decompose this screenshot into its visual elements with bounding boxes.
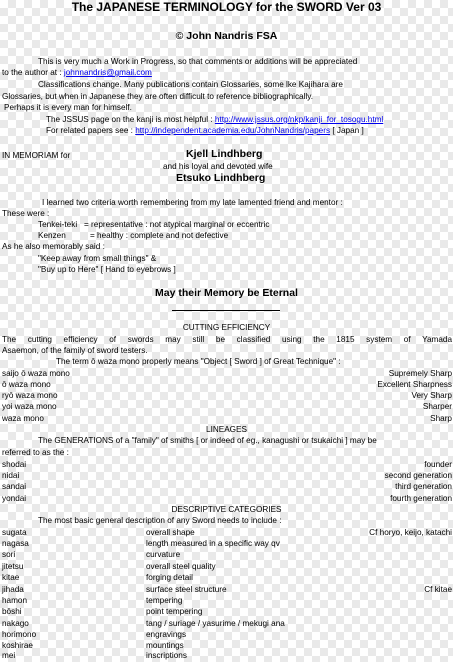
intro-line-2-prefix: to the author at :: [2, 68, 62, 77]
criterion-1-term: Tenkei-teki: [38, 220, 78, 229]
desc-term: jihada: [2, 585, 24, 594]
memoriam-name-1: Kjell Lindhberg: [186, 148, 263, 160]
desc-meaning: tempering: [146, 596, 183, 605]
desc-meaning: inscriptions: [146, 651, 187, 660]
papers-prefix: For related papers see :: [46, 126, 133, 135]
lineage-meaning: fourth generation: [390, 494, 452, 503]
criterion-2-term: Kenzen: [38, 231, 66, 240]
intro-line-2: [2, 68, 152, 78]
intro-line-5: Perhaps it is every man for himself.: [4, 103, 132, 112]
jssus-link[interactable]: http://www.jssus.org/nkp/kanji_for_tosogu.html: [214, 115, 384, 124]
lineage-term: sandai: [2, 482, 27, 491]
desc-term: nagasa: [2, 539, 29, 548]
cutting-term: waza mono: [2, 414, 44, 423]
criteria-intro: I learned two criteria worth remembering from my late lamented friend and mentor :: [42, 198, 343, 207]
desc-meaning: engravings: [146, 630, 187, 639]
lineages-para-2: referred to as the :: [2, 448, 69, 457]
desc-meaning: point tempering: [146, 607, 203, 616]
papers-suffix: [ Japan ]: [332, 126, 364, 135]
desc-meaning: tang / suriage / yasurime / mekugi ana: [146, 619, 285, 628]
cutting-meaning: Supremely Sharp: [388, 369, 452, 378]
section-divider: [172, 310, 280, 311]
cutting-term: ō waza mono: [2, 380, 51, 389]
memoriam-label: IN MEMORIAM for: [2, 151, 71, 160]
also-said: As he also memorably said :: [2, 242, 105, 251]
desc-meaning: forging detail: [146, 573, 193, 582]
memoriam-name-2: Etsuko Lindhberg: [176, 172, 266, 184]
quote-2: "Buy up to Here" [ Hand to eyebrows ]: [38, 265, 176, 274]
lineage-meaning: founder: [424, 460, 452, 469]
memoriam-connector: and his loyal and devoted wife: [163, 162, 273, 171]
desc-term: bōshi: [2, 607, 22, 616]
cutting-heading: CUTTING EFFICIENCY: [182, 323, 271, 332]
desc-term: horimono: [2, 630, 37, 639]
author-line: © John Nandris FSA: [175, 30, 278, 42]
cutting-meaning: Sharp: [430, 414, 452, 423]
descriptive-para: The most basic general description of any Sword needs to include :: [38, 516, 282, 525]
criterion-2-def: = healthy : complete and not defective: [90, 231, 229, 240]
author-email-link[interactable]: johnnandris@gmail.com: [63, 68, 152, 77]
intro-line-4: Glossaries, but when in Japanese they are often difficult to reference bibliographically.: [2, 92, 313, 101]
desc-term: jitetsu: [2, 562, 24, 571]
lineages-heading: LINEAGES: [206, 425, 247, 434]
quote-1: "Keep away from small things" &: [38, 254, 157, 263]
papers-line: [46, 126, 364, 136]
lineages-para-1: The GENERATIONS of a "family" of smiths [ or indeed of eg., kanagushi or tsukaichi ] may be: [38, 436, 377, 445]
intro-line-3: Classifications change. Many publications contain Glossaries, some lke Kajihara are: [38, 80, 343, 89]
cutting-para-2: Asaemon, of the family of sword testers.: [2, 346, 148, 355]
lineage-term: yondai: [2, 494, 27, 503]
these-were: These were :: [2, 209, 50, 218]
desc-meaning: mountings: [146, 641, 184, 650]
memory-heading: May their Memory be Eternal: [155, 287, 298, 299]
lineage-term: nidai: [2, 471, 20, 480]
lineage-meaning: third generation: [395, 482, 452, 491]
desc-term: sori: [2, 550, 16, 559]
jssus-prefix: The JSSUS page on the kanji is most helpful :: [46, 115, 213, 124]
desc-term: sugata: [2, 528, 27, 537]
cutting-term: ryō waza mono: [2, 391, 58, 400]
cutting-para-1: The cutting efficiency of swords may still be classified using the 1815 system of Yamada: [2, 335, 452, 344]
cutting-meaning: Sharper: [422, 402, 452, 411]
desc-meaning: overall steel quality: [146, 562, 216, 571]
desc-term: mei: [2, 651, 16, 660]
desc-meaning: curvature: [146, 550, 181, 559]
desc-extra: Cf horyo, keijo, katachi: [369, 528, 452, 537]
desc-term: koshirae: [2, 641, 33, 650]
cutting-para-3: The term ō waza mono properly means "Object [ Sword ] of Great Technique" :: [56, 357, 341, 366]
cutting-term: yoi waza mono: [2, 402, 57, 411]
desc-term: kitae: [2, 573, 20, 582]
desc-meaning: length measured in a specific way qv: [146, 539, 280, 548]
desc-term: hamon: [2, 596, 28, 605]
cutting-meaning: Excellent Sharpness: [377, 380, 452, 389]
desc-term: nakago: [2, 619, 29, 628]
papers-link[interactable]: http://independent.academia.edu/JohnNandris/papers: [135, 126, 331, 135]
criterion-1-def: = representative : not atypical marginal or eccentric: [84, 220, 270, 229]
lineage-term: shodai: [2, 460, 27, 469]
cutting-meaning: Very Sharp: [411, 391, 452, 400]
desc-meaning: surface steel structure: [146, 585, 227, 594]
jssus-line: [46, 115, 383, 125]
intro-line-1: This is very much a Work in Progress, so that comments or additions will be appreciated: [38, 57, 358, 66]
document-title: The JAPANESE TERMINOLOGY for the SWORD Ver 03: [71, 0, 382, 14]
desc-meaning: overall shape: [146, 528, 195, 537]
lineage-meaning: second generation: [384, 471, 452, 480]
descriptive-heading: DESCRIPTIVE CATEGORIES: [171, 505, 282, 514]
cutting-term: saijo ō waza mono: [2, 369, 70, 378]
desc-extra: Cf kitae: [424, 585, 452, 594]
